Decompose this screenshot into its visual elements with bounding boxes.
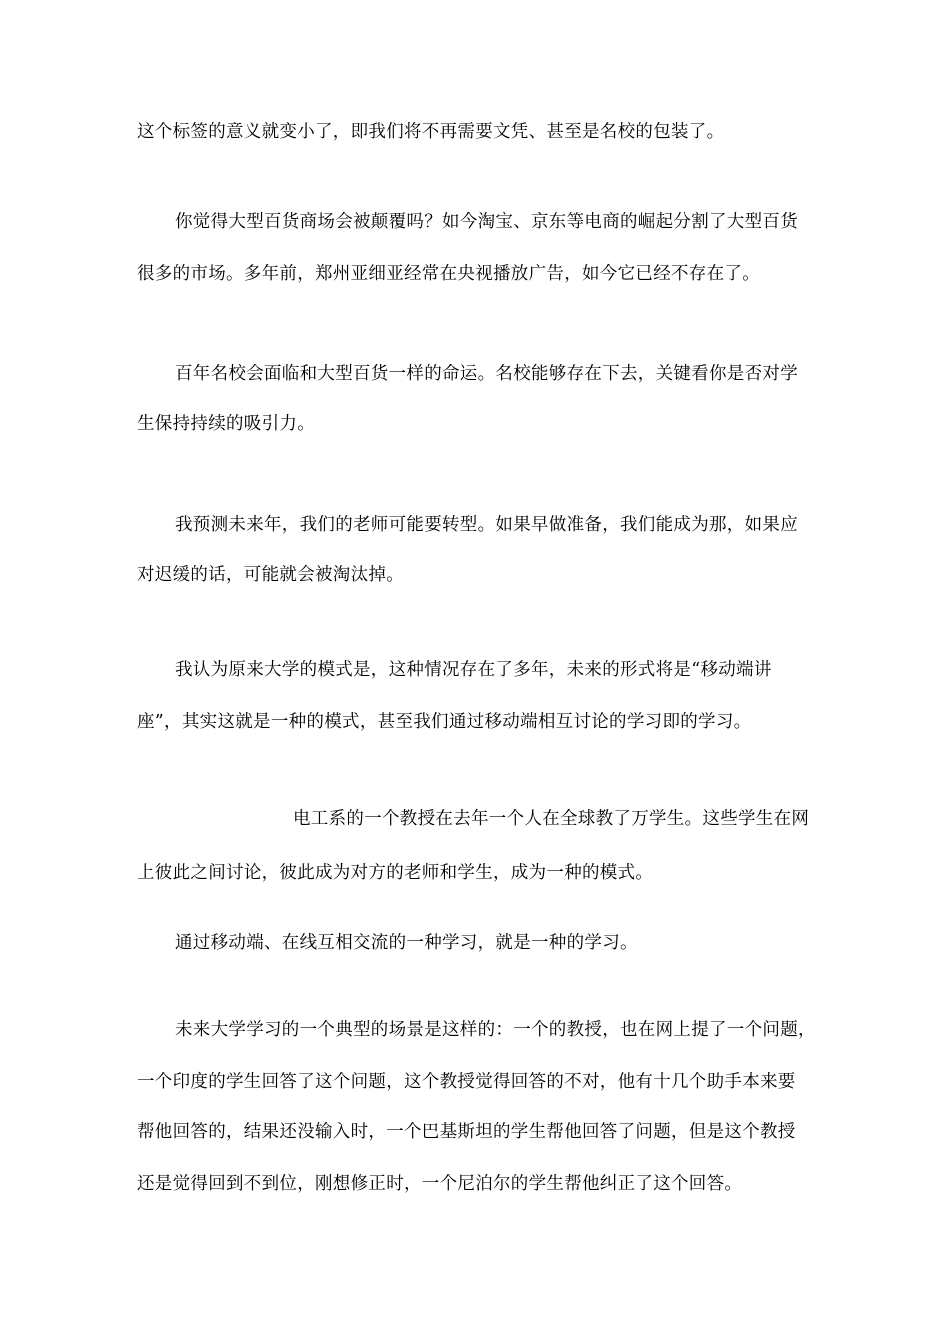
text-line-15: 帮他回答的，结果还没输入时，一个巴基斯坦的学生帮他回答了问题，但是这个教授 xyxy=(137,1122,796,1142)
text-line-13: 未来大学学习的一个典型的场景是这样的：一个的教授，也在网上提了一个问题， xyxy=(175,1020,816,1040)
text-line-2: 你觉得大型百货商场会被颠覆吗？如今淘宝、京东等电商的崛起分割了大型百货 xyxy=(175,212,798,232)
text-line-1: 这个标签的意义就变小了，即我们将不再需要文凭、甚至是名校的包装了。 xyxy=(137,122,725,142)
text-line-5: 生保持持续的吸引力。 xyxy=(137,414,315,434)
text-line-16: 还是觉得回到不到位，刚想修正时，一个尼泊尔的学生帮他纠正了这个回答。 xyxy=(137,1174,743,1194)
text-line-10: 电工系的一个教授在去年一个人在全球教了万学生。这些学生在网 xyxy=(293,809,810,829)
text-line-12: 通过移动端、在线互相交流的一种学习，就是一种的学习。 xyxy=(175,933,638,953)
text-line-6: 我预测未来年，我们的老师可能要转型。如果早做准备，我们能成为那，如果应 xyxy=(175,515,798,535)
text-line-9: 座”，其实这就是一种的模式，甚至我们通过移动端相互讨论的学习即的学习。 xyxy=(137,712,752,732)
text-line-8: 我认为原来大学的模式是，这种情况存在了多年，未来的形式将是“移动端讲 xyxy=(175,660,772,680)
text-line-4: 百年名校会面临和大型百货一样的命运。名校能够存在下去，关键看你是否对学 xyxy=(175,364,798,384)
text-line-11: 上彼此之间讨论，彼此成为对方的老师和学生，成为一种的模式。 xyxy=(137,863,654,883)
text-line-14: 一个印度的学生回答了这个问题，这个教授觉得回答的不对，他有十几个助手本来要 xyxy=(137,1072,796,1092)
text-line-7: 对迟缓的话，可能就会被淘汰掉。 xyxy=(137,565,404,585)
text-line-3: 很多的市场。多年前，郑州亚细亚经常在央视播放广告，如今它已经不存在了。 xyxy=(137,264,760,284)
